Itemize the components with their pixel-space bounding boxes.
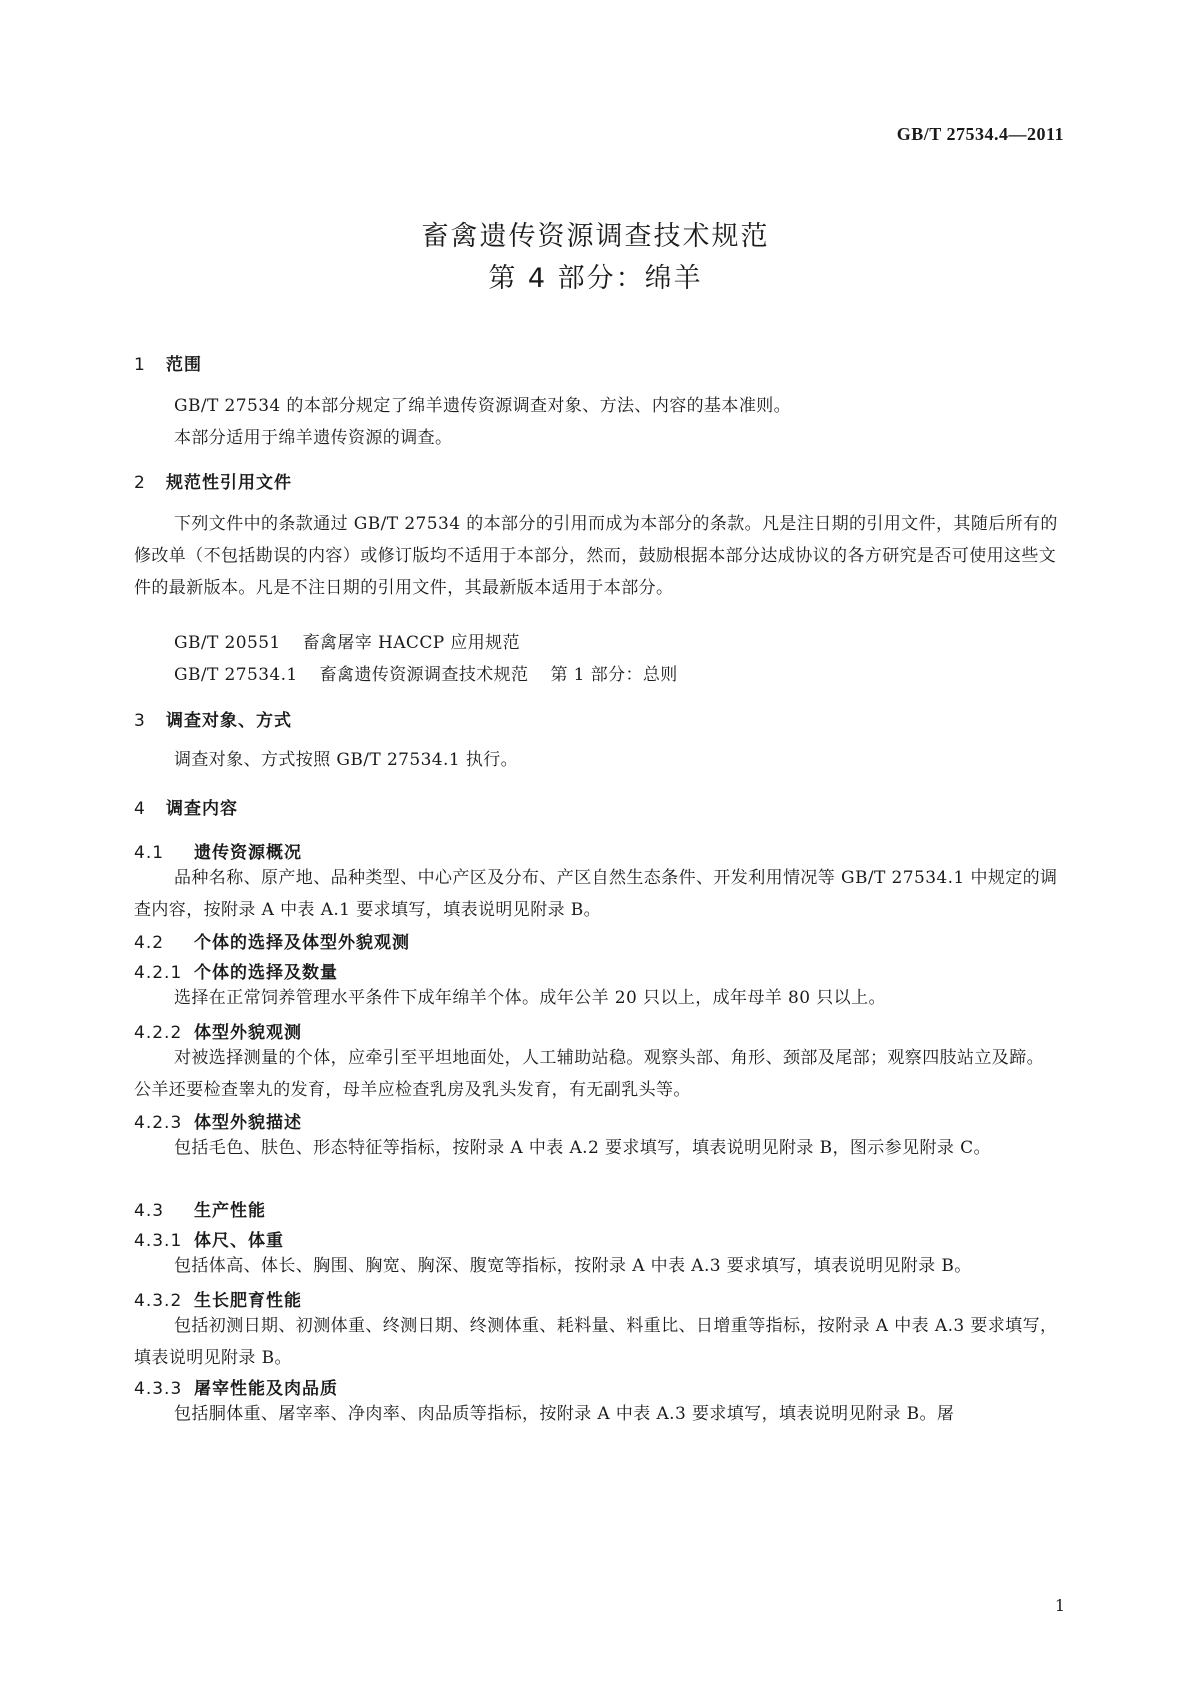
document-title: 畜禽遗传资源调查技术规范 bbox=[421, 221, 770, 252]
section-1-heading bbox=[134, 350, 202, 375]
section-title: 生长肥育性能 bbox=[194, 1291, 302, 1311]
section-title: 规范性引用文件 bbox=[166, 473, 292, 493]
section-4-3-heading bbox=[134, 1196, 266, 1221]
section-number: 4.3.3 bbox=[134, 1379, 183, 1399]
section-4-2-2-paragraph: 对被选择测量的个体，应牵引至平坦地面处，人工辅助站稳。观察头部、角形、颈部及尾部；观察四肢站立及蹄。公羊还要检查睾丸的发育，母羊应检查乳房及乳头发育，有无副乳头等。 bbox=[134, 1048, 1044, 1100]
section-3-heading bbox=[134, 706, 292, 731]
section-4-2-heading bbox=[134, 928, 410, 953]
section-3-paragraph: 调查对象、方式按照 GB/T 27534.1 执行。 bbox=[174, 750, 519, 770]
section-1-paragraph-2: 本部分适用于绵羊遗传资源的调查。 bbox=[174, 428, 453, 448]
document-subtitle: 第 4 部分：绵羊 bbox=[488, 263, 703, 294]
section-4-3-2-heading bbox=[134, 1286, 302, 1311]
section-4-3-1-heading bbox=[134, 1226, 284, 1251]
section-title: 范围 bbox=[166, 355, 202, 375]
section-title: 屠宰性能及肉品质 bbox=[194, 1379, 338, 1399]
reference-item bbox=[174, 628, 520, 653]
section-number: 3 bbox=[134, 711, 146, 731]
section-4-2-3-heading bbox=[134, 1108, 302, 1133]
standard-code: GB/T 27534.4—2011 bbox=[896, 124, 1064, 144]
section-title: 个体的选择及数量 bbox=[194, 963, 338, 983]
section-4-1-heading bbox=[134, 838, 302, 863]
section-title: 体型外貌描述 bbox=[194, 1113, 302, 1133]
section-2-heading bbox=[134, 468, 292, 493]
section-number: 4.2 bbox=[134, 933, 165, 953]
section-4-2-3-paragraph: 包括毛色、肤色、形态特征等指标，按附录 A 中表 A.2 要求填写，填表说明见附录 B，图示参见附录 C。 bbox=[174, 1138, 991, 1158]
section-4-heading bbox=[134, 794, 238, 819]
section-4-2-2-heading bbox=[134, 1018, 302, 1043]
section-number: 4.3.2 bbox=[134, 1291, 183, 1311]
section-number: 4.1 bbox=[134, 843, 165, 863]
section-4-3-2-paragraph: 包括初测日期、初测体重、终测日期、终测体重、耗料量、料重比、日增重等指标，按附录 A 中表 A.3 要求填写，填表说明见附录 B。 bbox=[134, 1316, 1058, 1368]
reference-code: GB/T 27534.1 bbox=[174, 665, 298, 685]
section-title: 体尺、体重 bbox=[194, 1231, 284, 1251]
section-4-2-1-paragraph: 选择在正常饲养管理水平条件下成年绵羊个体。成年公羊 20 只以上，成年母羊 80 只以上。 bbox=[174, 988, 886, 1008]
section-number: 2 bbox=[134, 473, 146, 493]
reference-name: 畜禽屠宰 HACCP 应用规范 bbox=[302, 633, 520, 653]
section-title: 个体的选择及体型外貌观测 bbox=[194, 933, 410, 953]
reference-part: 第 1 部分：总则 bbox=[550, 665, 678, 685]
section-number: 4.2.2 bbox=[134, 1023, 183, 1043]
section-number: 1 bbox=[134, 355, 146, 375]
reference-name: 畜禽遗传资源调查技术规范 bbox=[319, 665, 529, 685]
section-number: 4.3 bbox=[134, 1201, 165, 1221]
section-4-3-3-paragraph: 包括胴体重、屠宰率、净肉率、肉品质等指标，按附录 A 中表 A.3 要求填写，填表说明见附录 B。屠 bbox=[174, 1404, 955, 1424]
page-number: 1 bbox=[1054, 1596, 1065, 1615]
section-number: 4.3.1 bbox=[134, 1231, 183, 1251]
section-4-3-1-paragraph: 包括体高、体长、胸围、胸宽、胸深、腹宽等指标，按附录 A 中表 A.3 要求填写，填表说明见附录 B。 bbox=[174, 1256, 972, 1276]
section-number: 4.2.1 bbox=[134, 963, 183, 983]
section-title: 体型外貌观测 bbox=[194, 1023, 302, 1043]
section-title: 调查内容 bbox=[166, 799, 238, 819]
reference-code: GB/T 20551 bbox=[174, 633, 281, 653]
section-title: 遗传资源概况 bbox=[194, 843, 302, 863]
section-title: 生产性能 bbox=[194, 1201, 266, 1221]
section-4-3-3-heading bbox=[134, 1374, 338, 1399]
section-number: 4.2.3 bbox=[134, 1113, 183, 1133]
section-4-1-paragraph: 品种名称、原产地、品种类型、中心产区及分布、产区自然生态条件、开发利用情况等 GB/T 27534.1 中规定的调查内容，按附录 A 中表 A.1 要求填写，填表说明见附录 B。 bbox=[134, 868, 1058, 920]
section-number: 4 bbox=[134, 799, 146, 819]
reference-item bbox=[174, 660, 678, 685]
section-4-2-1-heading bbox=[134, 958, 338, 983]
section-title: 调查对象、方式 bbox=[166, 711, 292, 731]
section-1-paragraph-1: GB/T 27534 的本部分规定了绵羊遗传资源调查对象、方法、内容的基本准则。 bbox=[174, 396, 792, 416]
section-2-paragraph: 下列文件中的条款通过 GB/T 27534 的本部分的引用而成为本部分的条款。凡是注日期的引用文件，其随后所有的修改单（不包括勘误的内容）或修订版均不适用于本部分，然而，鼓励根据本部分达成协议的各方研究是否可使用这些文件的最新版本。凡是不注日期的引用文件，其最新版本适用于本部分。 bbox=[134, 514, 1058, 598]
